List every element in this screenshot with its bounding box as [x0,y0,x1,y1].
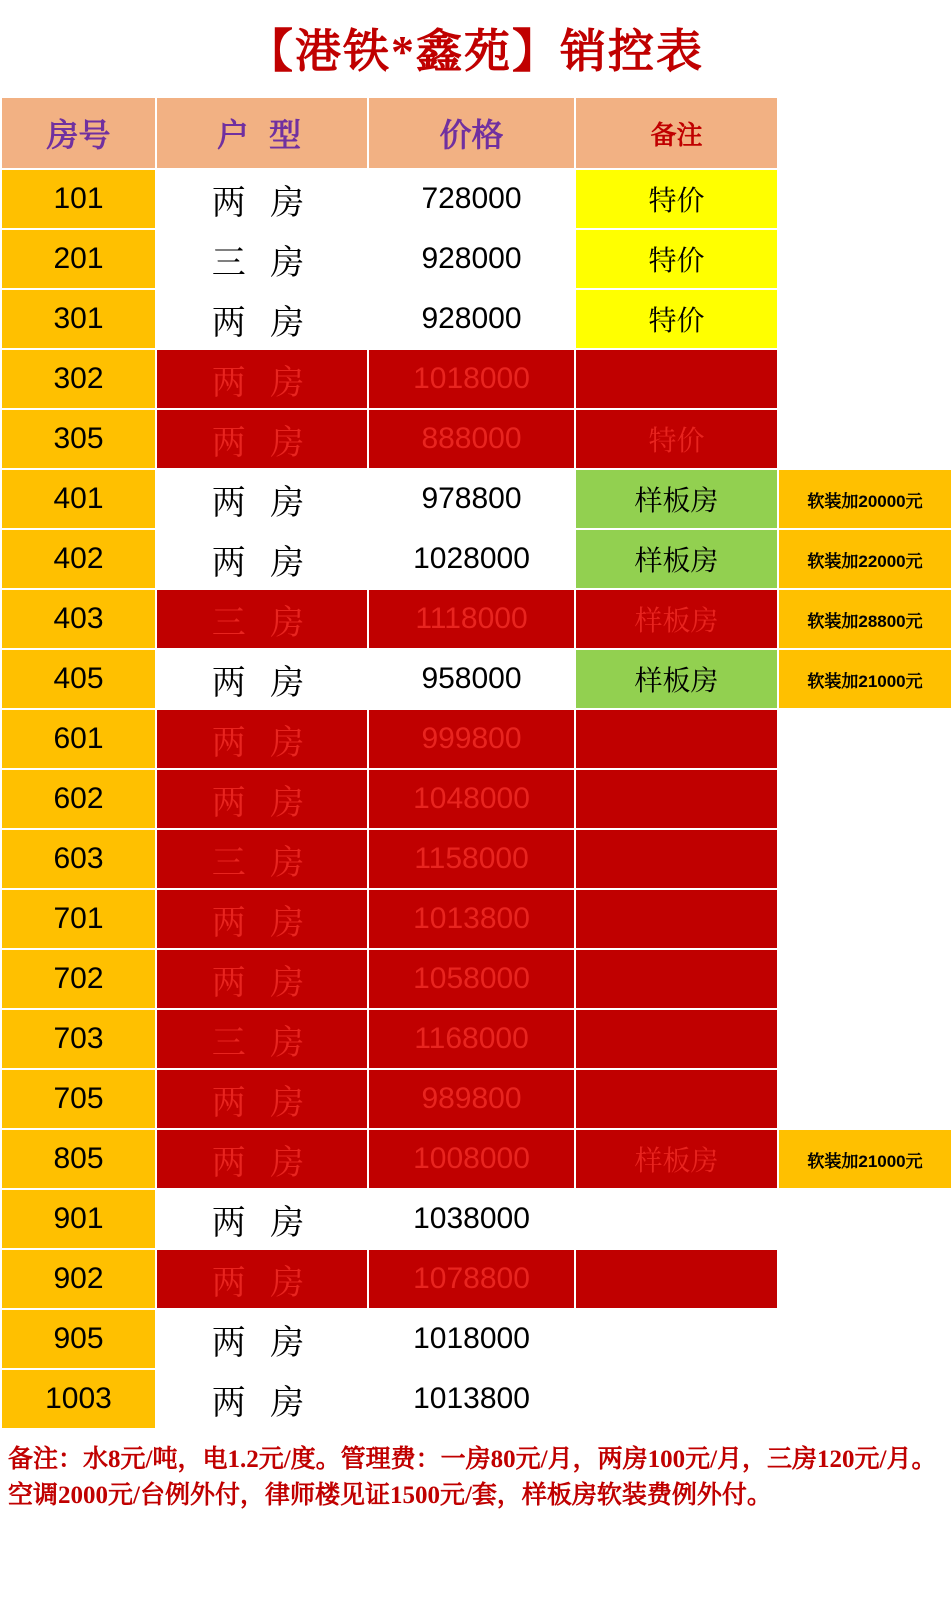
cell-unit-type: 两 房 [156,169,368,229]
table-row [1,1069,951,1129]
cell-room-number: 201 [1,229,156,289]
cell-extra-fee [778,409,951,469]
cell-unit-type: 三 房 [156,229,368,289]
cell-note: 特价 [575,229,778,289]
table-row [1,1189,951,1249]
cell-room-number: 901 [1,1189,156,1249]
cell-unit-type: 两 房 [156,529,368,589]
table-row [1,1129,951,1189]
column-header-price: 价格 [368,97,575,169]
cell-unit-type: 两 房 [156,1189,368,1249]
cell-extra-fee [778,289,951,349]
cell-price: 1038000 [368,1189,575,1249]
cell-extra-fee [778,949,951,1009]
cell-price: 1028000 [368,529,575,589]
table-row [1,889,951,949]
cell-unit-type: 两 房 [156,349,368,409]
column-header-extra [778,97,951,169]
cell-price: 1013800 [368,1369,575,1429]
cell-note [575,709,778,769]
table-row [1,829,951,889]
cell-room-number: 603 [1,829,156,889]
table-row [1,709,951,769]
cell-note [575,1369,778,1429]
cell-extra-fee: 软装加21000元 [778,1129,951,1189]
cell-extra-fee [778,229,951,289]
cell-price: 728000 [368,169,575,229]
cell-price: 1048000 [368,769,575,829]
table-row [1,229,951,289]
cell-unit-type: 两 房 [156,469,368,529]
table-row [1,649,951,709]
cell-room-number: 703 [1,1009,156,1069]
cell-extra-fee [778,829,951,889]
cell-unit-type: 两 房 [156,1249,368,1309]
table-row [1,589,951,649]
cell-room-number: 402 [1,529,156,589]
cell-note: 样板房 [575,649,778,709]
cell-unit-type: 两 房 [156,709,368,769]
cell-unit-type: 两 房 [156,1129,368,1189]
cell-extra-fee [778,1009,951,1069]
cell-room-number: 701 [1,889,156,949]
pricing-table [0,96,951,1430]
cell-note: 样板房 [575,1129,778,1189]
cell-unit-type: 两 房 [156,769,368,829]
cell-unit-type: 两 房 [156,949,368,1009]
cell-price: 1008000 [368,1129,575,1189]
table-row [1,1369,951,1429]
cell-room-number: 101 [1,169,156,229]
cell-extra-fee [778,1309,951,1369]
table-row [1,169,951,229]
table-row [1,409,951,469]
cell-extra-fee [778,709,951,769]
cell-extra-fee: 软装加28800元 [778,589,951,649]
cell-note: 特价 [575,409,778,469]
cell-extra-fee [778,1369,951,1429]
table-header [1,97,951,169]
cell-note [575,349,778,409]
cell-note: 特价 [575,169,778,229]
cell-price: 1018000 [368,349,575,409]
cell-room-number: 805 [1,1129,156,1189]
table-header-row [1,97,951,169]
cell-extra-fee [778,349,951,409]
cell-note: 样板房 [575,469,778,529]
footer-note: 备注：水8元/吨，电1.2元/度。管理费：一房80元/月，两房100元/月，三房120元/月。空调2000元/台例外付，律师楼见证1500元/套，样板房软装费例外付。 [0,1430,951,1527]
cell-unit-type: 三 房 [156,1009,368,1069]
cell-extra-fee [778,889,951,949]
table-row [1,1009,951,1069]
table-row [1,289,951,349]
cell-room-number: 301 [1,289,156,349]
cell-note: 特价 [575,289,778,349]
cell-room-number: 405 [1,649,156,709]
cell-note: 样板房 [575,589,778,649]
cell-note [575,1309,778,1369]
cell-note [575,829,778,889]
cell-note [575,769,778,829]
cell-price: 1058000 [368,949,575,1009]
cell-unit-type: 两 房 [156,1369,368,1429]
cell-unit-type: 两 房 [156,1069,368,1129]
cell-extra-fee [778,769,951,829]
cell-room-number: 401 [1,469,156,529]
cell-extra-fee [778,1069,951,1129]
cell-room-number: 905 [1,1309,156,1369]
table-row [1,949,951,1009]
sheet-title-row [0,0,951,96]
cell-price: 888000 [368,409,575,469]
cell-room-number: 305 [1,409,156,469]
cell-price: 928000 [368,289,575,349]
cell-unit-type: 三 房 [156,589,368,649]
cell-unit-type: 两 房 [156,409,368,469]
table-row [1,529,951,589]
cell-room-number: 403 [1,589,156,649]
table-row [1,769,951,829]
cell-unit-type: 两 房 [156,649,368,709]
cell-room-number: 302 [1,349,156,409]
cell-price: 958000 [368,649,575,709]
cell-unit-type: 两 房 [156,1309,368,1369]
cell-price: 1078800 [368,1249,575,1309]
cell-note [575,949,778,1009]
column-header-note: 备注 [575,97,778,169]
cell-note: 样板房 [575,529,778,589]
cell-extra-fee: 软装加21000元 [778,649,951,709]
cell-price: 989800 [368,1069,575,1129]
cell-price: 1018000 [368,1309,575,1369]
cell-price: 1118000 [368,589,575,649]
cell-price: 999800 [368,709,575,769]
cell-unit-type: 三 房 [156,829,368,889]
table-row [1,469,951,529]
cell-unit-type: 两 房 [156,289,368,349]
page-title: 【港铁*鑫苑】销控表 [247,26,704,77]
cell-price: 1158000 [368,829,575,889]
cell-room-number: 601 [1,709,156,769]
column-header-type: 户 型 [156,97,368,169]
table-row [1,349,951,409]
cell-price: 978800 [368,469,575,529]
cell-price: 1168000 [368,1009,575,1069]
table-row [1,1309,951,1369]
cell-room-number: 602 [1,769,156,829]
table-row [1,1249,951,1309]
column-header-room: 房号 [1,97,156,169]
cell-extra-fee: 软装加20000元 [778,469,951,529]
cell-extra-fee [778,1249,951,1309]
cell-price: 928000 [368,229,575,289]
cell-note [575,1009,778,1069]
cell-note [575,1189,778,1249]
cell-room-number: 902 [1,1249,156,1309]
cell-extra-fee [778,1189,951,1249]
cell-extra-fee [778,169,951,229]
cell-note [575,889,778,949]
cell-room-number: 705 [1,1069,156,1129]
cell-extra-fee: 软装加22000元 [778,529,951,589]
cell-note [575,1069,778,1129]
table-body [1,169,951,1429]
cell-price: 1013800 [368,889,575,949]
cell-note [575,1249,778,1309]
cell-room-number: 1003 [1,1369,156,1429]
cell-room-number: 702 [1,949,156,1009]
cell-unit-type: 两 房 [156,889,368,949]
